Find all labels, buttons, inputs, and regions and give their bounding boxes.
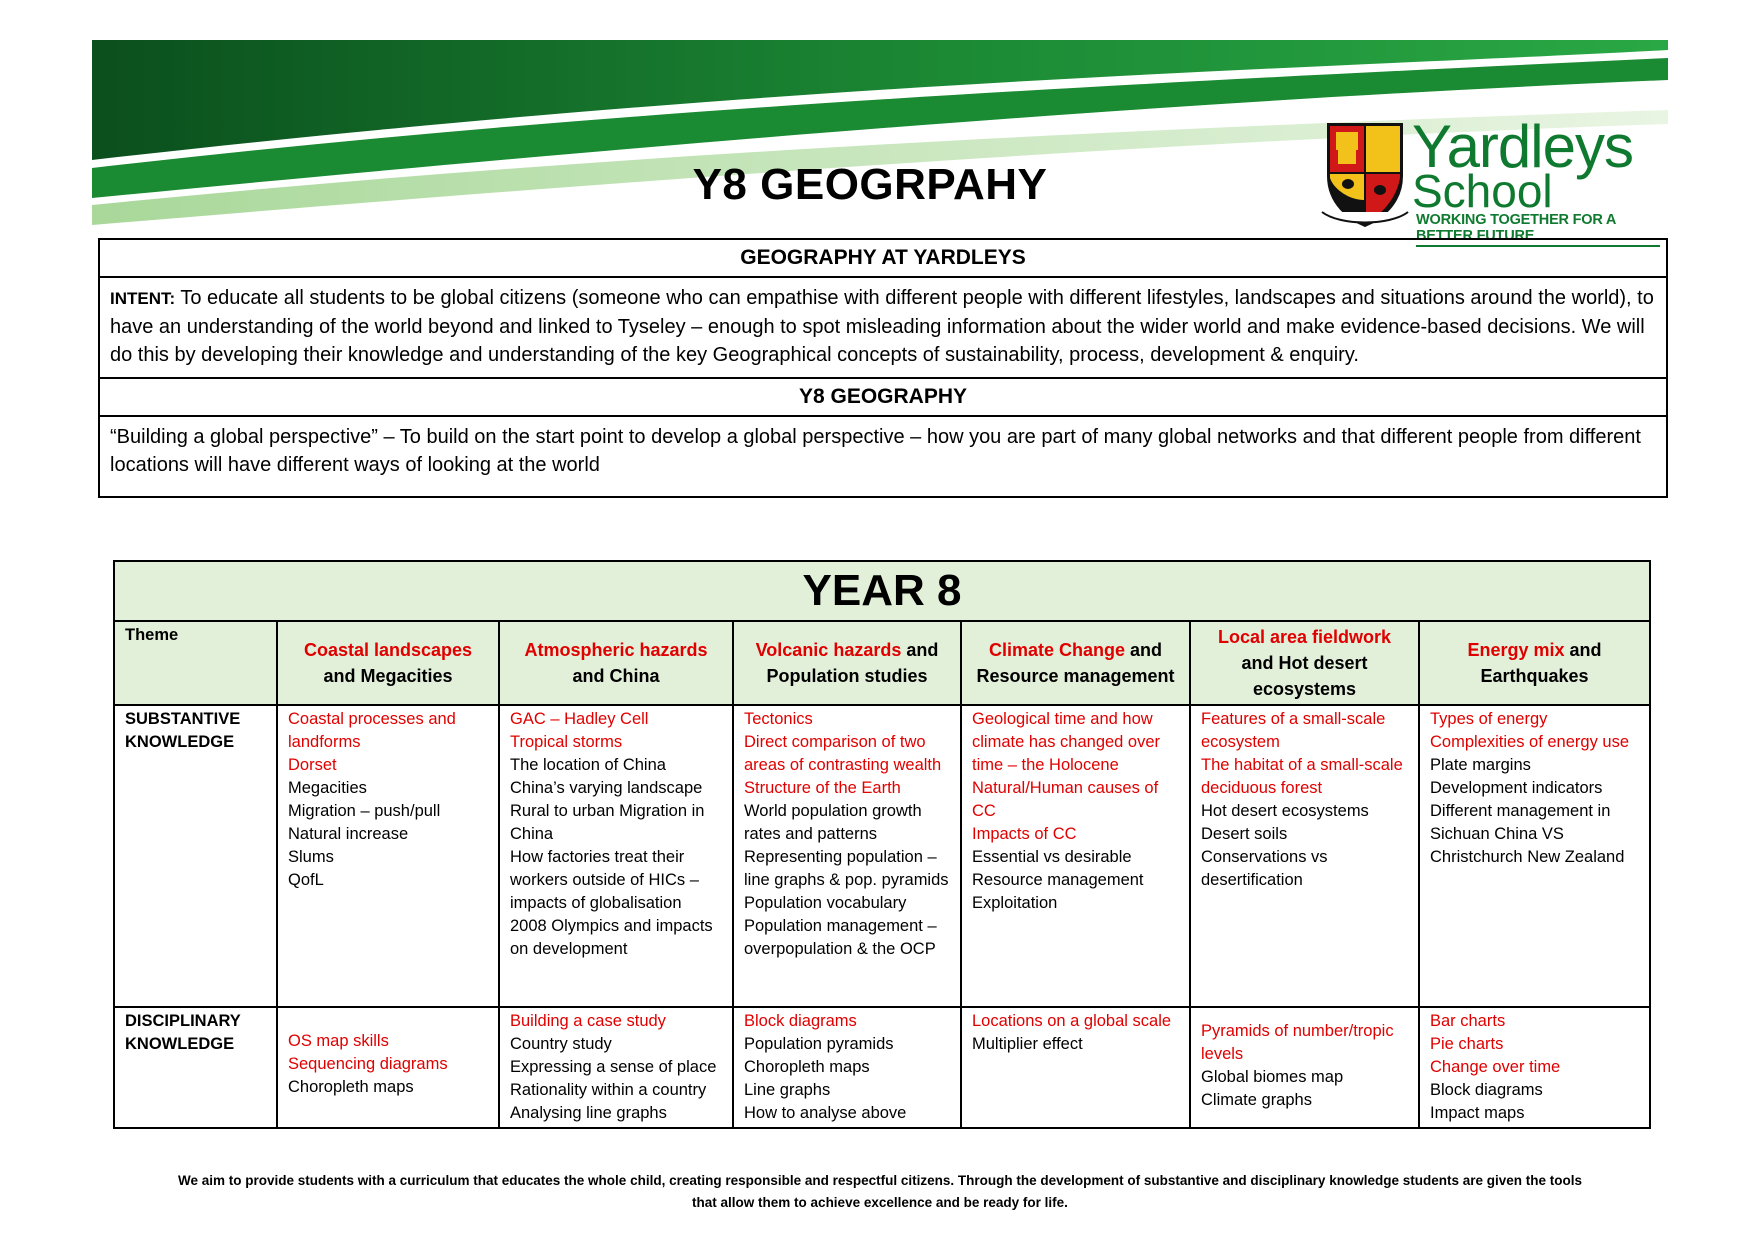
theme-title: Energy mix	[1467, 640, 1565, 660]
theme-cell	[1419, 621, 1650, 705]
school-logo	[1320, 113, 1660, 244]
list-item: How to analyse above	[744, 1104, 907, 1122]
list-item: Line graphs	[744, 1081, 831, 1099]
list-item: Complexities of energy use	[1430, 733, 1630, 751]
list-item: Change over time	[1430, 1058, 1561, 1076]
substantive-cell	[1190, 705, 1419, 1007]
list-item: Geological time and how climate has changed over time – the Holocene	[972, 710, 1161, 774]
crest-icon	[1320, 120, 1410, 230]
disciplinary-cell	[1190, 1007, 1419, 1128]
list-item: Choropleth maps	[744, 1058, 870, 1076]
theme-cell	[499, 621, 733, 705]
disciplinary-label: DISCIPLINARY KNOWLEDGE	[114, 1007, 277, 1128]
theme-subtitle: and Earthquakes	[1480, 640, 1602, 686]
list-item: GAC – Hadley Cell	[510, 710, 649, 728]
list-item: Sequencing diagrams	[288, 1055, 448, 1073]
list-item: Representing population – line graphs & pop. pyramids	[744, 848, 949, 889]
list-item: Multiplier effect	[972, 1035, 1083, 1053]
theme-subtitle: and Population studies	[766, 640, 939, 686]
logo-tagline: WORKING TOGETHER FOR A BETTER FUTURE	[1416, 212, 1660, 247]
year-statement: “Building a global perspective” – To build on the start point to develop a global perspective – how you are part of many global networks and that different people from different locations will have different ways of looking at the world	[110, 426, 1641, 476]
list-item: World population growth rates and patterns	[744, 802, 922, 843]
list-item: Locations on a global scale	[972, 1012, 1172, 1030]
year-heading: Y8 GEOGRAPHY	[100, 377, 1666, 417]
footer-line-1: We aim to provide students with a curriculum that educates the whole child, creating responsible and respectful citizens. Through the development of substantive and disciplinary knowledge students are given the tools	[177, 1173, 1582, 1188]
list-item: Bar charts	[1430, 1012, 1506, 1030]
theme-title: Climate Change	[988, 640, 1125, 660]
list-item: Plate margins	[1430, 756, 1531, 774]
disciplinary-cell	[733, 1007, 961, 1128]
list-item: Rationality within a country	[510, 1081, 707, 1099]
year-label: YEAR 8	[114, 561, 1650, 621]
list-item: Impact maps	[1430, 1104, 1525, 1122]
list-item: The location of China	[510, 756, 666, 774]
list-item: Block diagrams	[1430, 1081, 1543, 1099]
footer-statement	[110, 1170, 1650, 1214]
list-item: The habitat of a small-scale deciduous forest	[1201, 756, 1403, 797]
substantive-cell	[961, 705, 1190, 1007]
intent-paragraph	[100, 278, 1666, 377]
theme-subtitle: and Resource management	[976, 640, 1175, 686]
footer-line-2: that allow them to achieve excellence and be ready for life.	[692, 1195, 1068, 1210]
substantive-cell	[1419, 705, 1650, 1007]
disciplinary-cell	[499, 1007, 733, 1128]
list-item: Conservations vs desertification	[1201, 848, 1328, 889]
list-item: QofL	[288, 871, 324, 889]
list-item: Migration – push/pull	[288, 802, 441, 820]
list-item: Population vocabulary	[744, 894, 907, 912]
list-item: Climate graphs	[1201, 1091, 1312, 1109]
list-item: Hot desert ecosystems	[1201, 802, 1369, 820]
page-title: Y8 GEOGRPAHY	[692, 160, 1048, 209]
list-item: Resource management	[972, 871, 1144, 889]
list-item: Population management – overpopulation & the OCP	[744, 917, 937, 958]
theme-subtitle: and Megacities	[323, 666, 453, 686]
list-item: Different management in Sichuan China VS Christchurch New Zealand	[1430, 802, 1625, 866]
disciplinary-cell	[277, 1007, 499, 1128]
intro-heading: GEOGRAPHY AT YARDLEYS	[100, 240, 1666, 278]
disciplinary-cell	[1419, 1007, 1650, 1128]
intent-text: To educate all students to be global citizens (someone who can empathise with different people with different lifestyles, landscapes and situations around the world), to have an understanding of the world beyond and linked to Tyseley – enough to spot misleading information about the wider world and make evidence-based decisions. We will do this by developing their knowledge and understanding of the key Geographical concepts of sustainability, process, development & enquiry.	[110, 287, 1654, 366]
list-item: Slums	[288, 848, 334, 866]
list-item: Tropical storms	[510, 733, 623, 751]
list-item: Structure of the Earth	[744, 779, 901, 797]
list-item: Megacities	[288, 779, 367, 797]
substantive-cell	[499, 705, 733, 1007]
list-item: Rural to urban Migration in China	[510, 802, 705, 843]
theme-cell	[1190, 621, 1419, 705]
intent-label: INTENT:	[110, 289, 176, 308]
theme-cell	[961, 621, 1190, 705]
substantive-cell	[733, 705, 961, 1007]
list-item: How factories treat their workers outside of HICs – impacts of globalisation	[510, 848, 699, 912]
list-item: Essential vs desirable	[972, 848, 1132, 866]
list-item: 2008 Olympics and impacts on development	[510, 917, 713, 958]
intro-box	[98, 238, 1668, 498]
list-item: Block diagrams	[744, 1012, 857, 1030]
list-item: Development indicators	[1430, 779, 1603, 797]
list-item: China’s varying landscape	[510, 779, 703, 797]
list-item: Exploitation	[972, 894, 1058, 912]
theme-title: Atmospheric hazards	[524, 640, 708, 660]
list-item: OS map skills	[288, 1032, 389, 1050]
list-item: Direct comparison of two areas of contrasting wealth	[744, 733, 942, 774]
list-item: Pyramids of number/tropic levels	[1201, 1022, 1394, 1063]
theme-label: Theme	[114, 621, 277, 705]
list-item: Building a case study	[510, 1012, 666, 1030]
substantive-cell	[277, 705, 499, 1007]
list-item: Features of a small-scale ecosystem	[1201, 710, 1386, 751]
substantive-label: SUBSTANTIVE KNOWLEDGE	[114, 705, 277, 1007]
theme-subtitle: and Hot desert ecosystems	[1241, 653, 1368, 699]
list-item: Population pyramids	[744, 1035, 894, 1053]
list-item: Choropleth maps	[288, 1078, 414, 1096]
list-item: Types of energy	[1430, 710, 1548, 728]
list-item: Coastal processes and landforms	[288, 710, 456, 751]
logo-subtitle: School	[1412, 165, 1553, 217]
list-item: Tectonics	[744, 710, 813, 728]
list-item: Pie charts	[1430, 1035, 1504, 1053]
theme-title: Coastal landscapes	[303, 640, 473, 660]
theme-title: Local area fieldwork	[1217, 627, 1392, 647]
list-item: Natural increase	[288, 825, 409, 843]
list-item: Impacts of CC	[972, 825, 1077, 843]
list-item: Analysing line graphs	[510, 1104, 667, 1122]
theme-cell	[733, 621, 961, 705]
curriculum-table	[113, 560, 1651, 1129]
list-item: Dorset	[288, 756, 337, 774]
theme-subtitle: and China	[572, 666, 660, 686]
disciplinary-cell	[961, 1007, 1190, 1128]
list-item: Global biomes map	[1201, 1068, 1344, 1086]
list-item: Expressing a sense of place	[510, 1058, 717, 1076]
list-item: Desert soils	[1201, 825, 1288, 843]
list-item: Country study	[510, 1035, 612, 1053]
list-item: Natural/Human causes of CC	[972, 779, 1159, 820]
logo-name: Yardleys	[1412, 113, 1633, 180]
theme-title: Volcanic hazards	[755, 640, 902, 660]
theme-cell	[277, 621, 499, 705]
